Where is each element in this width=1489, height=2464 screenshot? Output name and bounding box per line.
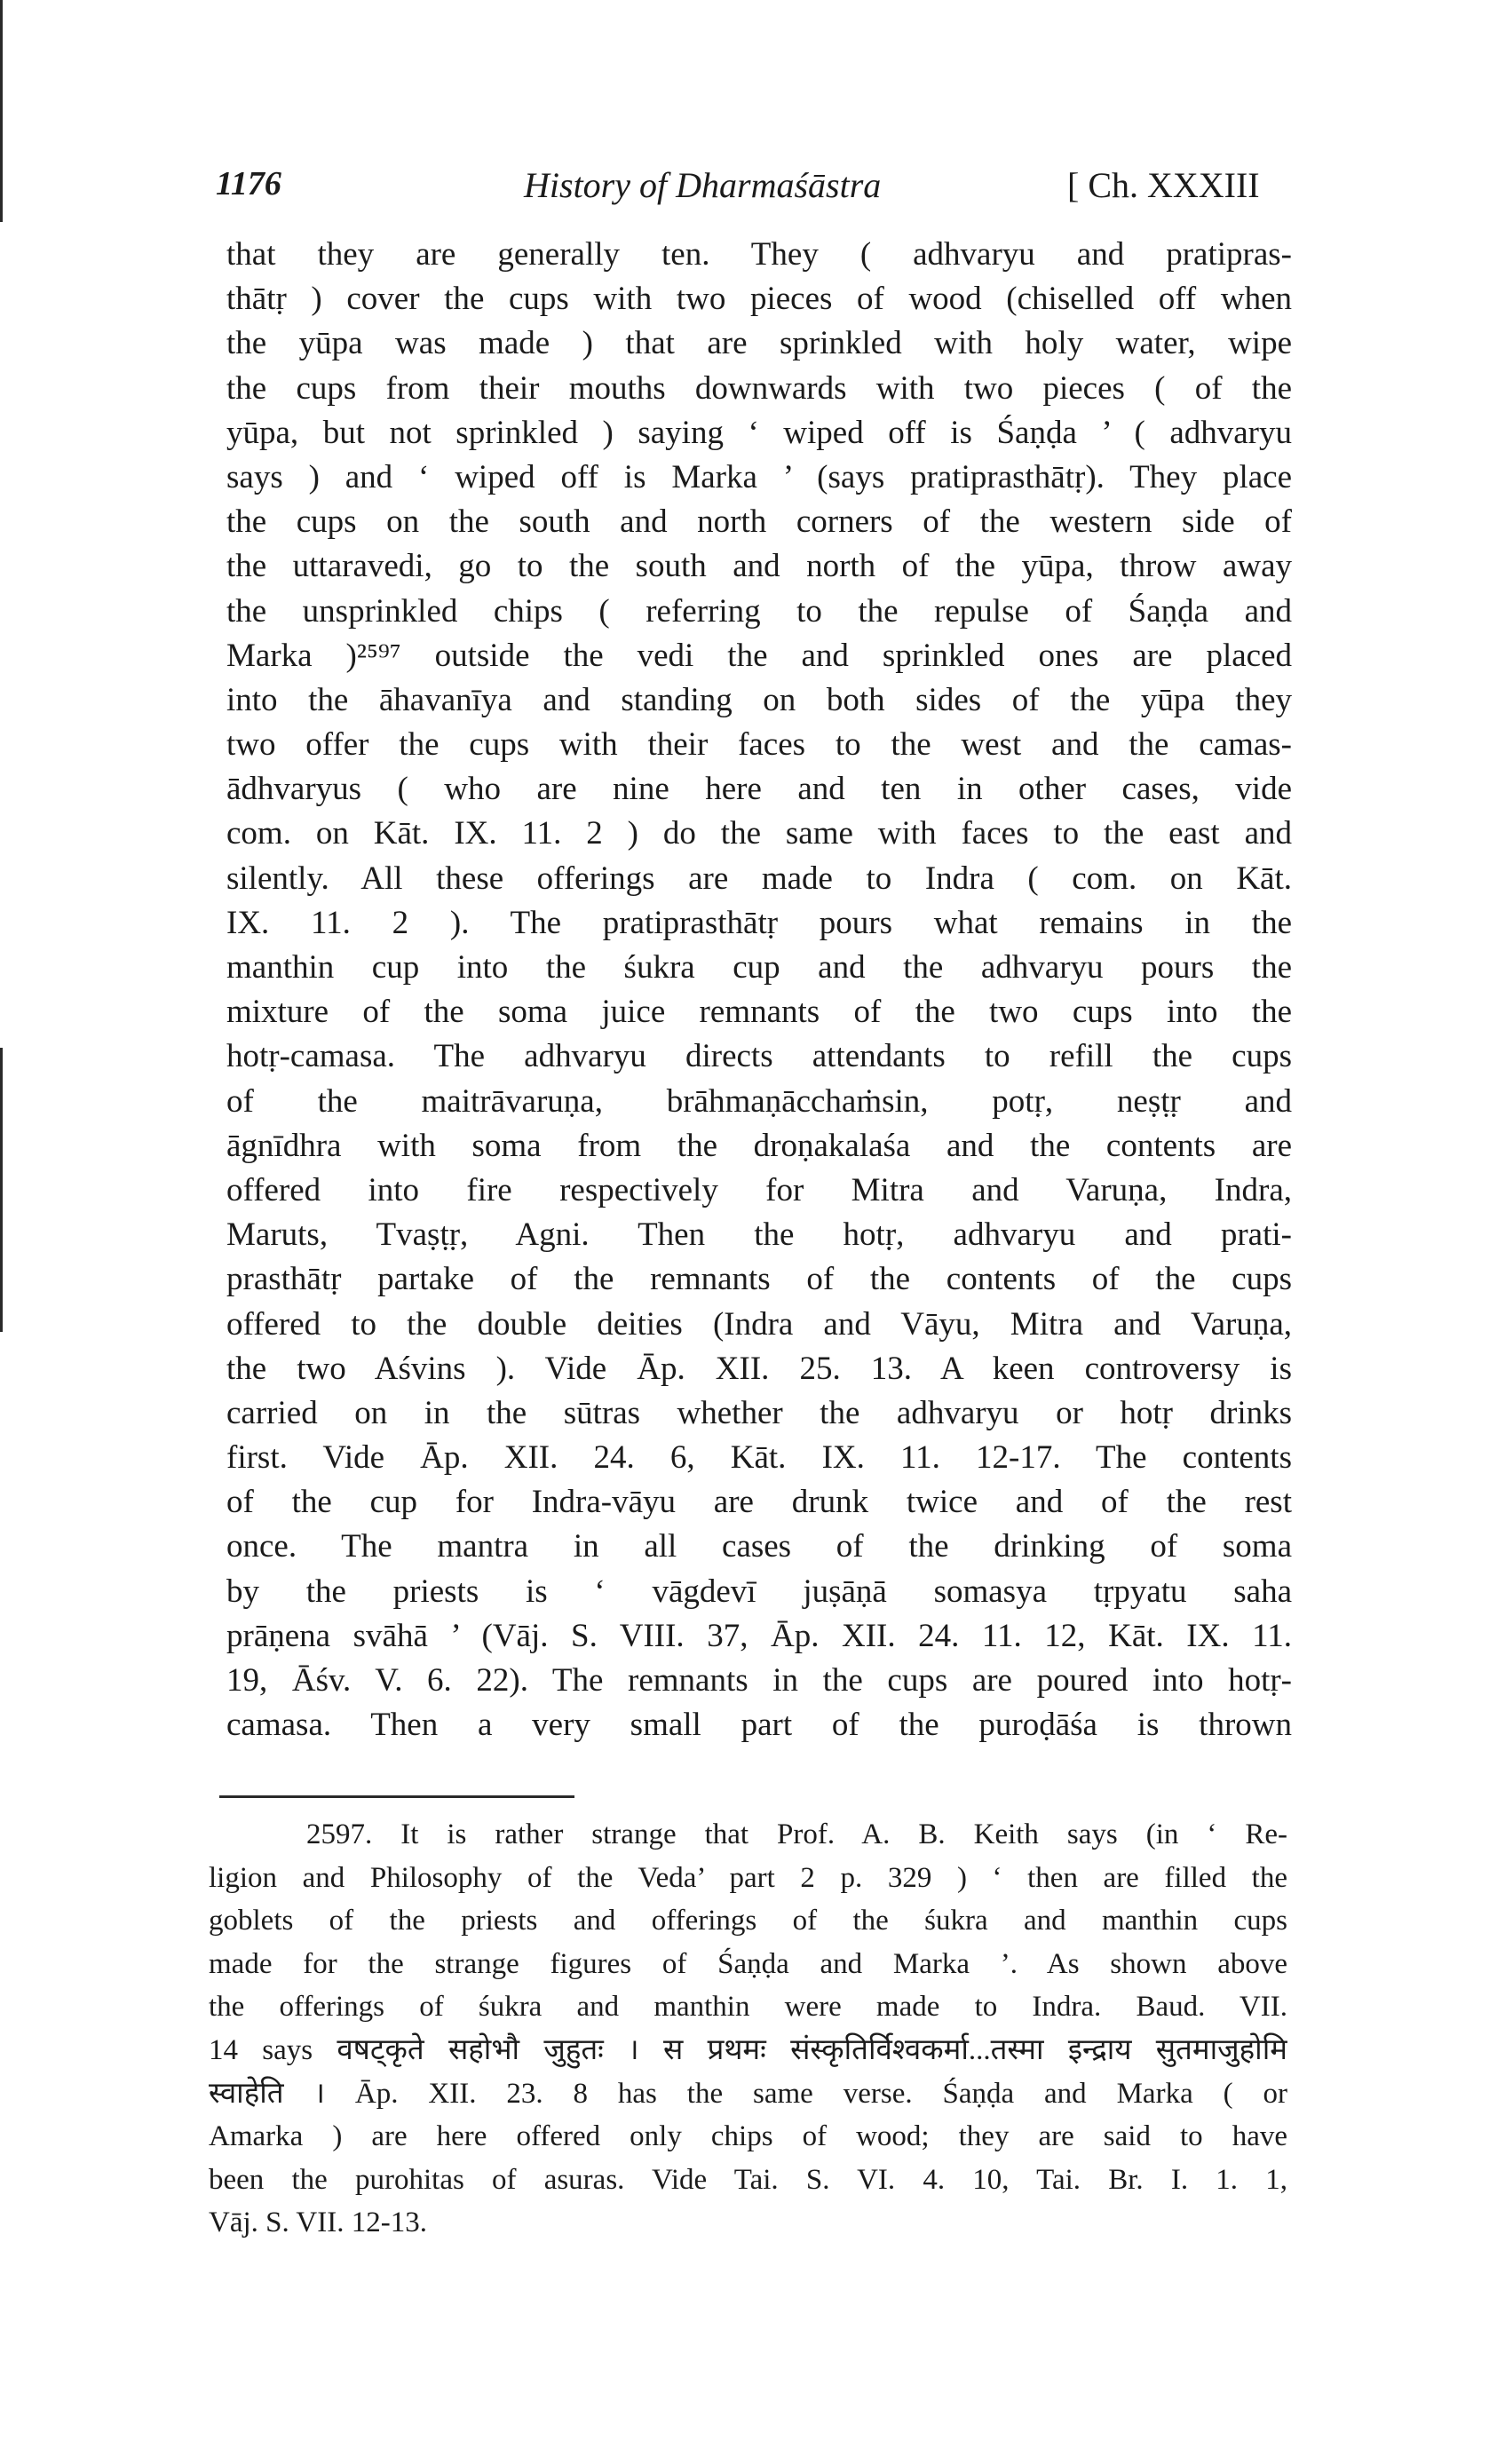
body-line: silently. All these offerings are made to Indra ( com. on Kāt. — [226, 860, 1292, 897]
page-number: 1176 — [216, 165, 281, 202]
body-line: camasa. Then a very small part of the puroḍāśa is thrown — [226, 1707, 1292, 1744]
body-line: the uttaravedi, go to the south and north of the yūpa, throw away — [226, 548, 1292, 585]
body-line: offered into fire respectively for Mitra and Varuṇa, Indra, — [226, 1171, 1292, 1208]
body-line: that they are generally ten. They ( adhvaryu and pratipras- — [226, 236, 1292, 273]
body-line: Marka )²⁵⁹⁷ outside the vedi the and sprinkled ones are placed — [226, 637, 1292, 674]
body-line: com. on Kāt. IX. 11. 2 ) do the same with faces to the east and — [226, 815, 1292, 852]
body-line: of the cup for Indra-vāyu are drunk twice and of the rest — [226, 1484, 1292, 1521]
body-line: hotṛ-camasa. The adhvaryu directs attendants to refill the cups — [226, 1038, 1292, 1075]
body-line: Maruts, Tvaṣṭṛ, Agni. Then the hotṛ, adhvaryu and prati- — [226, 1216, 1292, 1254]
binding-edge-mark-bottom — [0, 1048, 3, 1332]
body-line: of the maitrāvaruṇa, brāhmaṇācchaṁsin, potṛ, neṣṭṛ and — [226, 1082, 1292, 1120]
footnote-line: been the purohitas of asuras. Vide Tai. S. VI. 4. 10, Tai. Br. I. 1. 1, — [209, 2163, 1287, 2196]
body-line: first. Vide Āp. XII. 24. 6, Kāt. IX. 11. 12-17. The contents — [226, 1439, 1292, 1477]
footnote-rule — [219, 1795, 574, 1798]
footnote-line: the offerings of śukra and manthin were made to Indra. Baud. VII. — [209, 1991, 1287, 2024]
footnote-line: made for the strange figures of Śaṇḍa and Marka ’. As shown above — [209, 1947, 1287, 1980]
footnote-line: 2597. It is rather strange that Prof. A. B. Keith says (in ‘ Re- — [306, 1818, 1287, 1850]
body-line: two offer the cups with their faces to the west and the camas- — [226, 726, 1292, 764]
body-line: the two Aśvins ). Vide Āp. XII. 25. 13. A keen controversy is — [226, 1350, 1292, 1387]
body-line: prasthātṛ partake of the remnants of the contents of the cups — [226, 1261, 1292, 1298]
body-line: into the āhavanīya and standing on both sides of the yūpa they — [226, 681, 1292, 718]
footnote-line: Vāj. S. VII. 12-13. — [209, 2207, 427, 2239]
footnote-line-devanagari: 14 says वषट्कृते सहोभौ जुहुतः । स प्रथमः संस्कृतिर्विश्वकर्मा...तस्मा इन्द्राय सुतमाजुहोमि — [209, 2033, 1287, 2066]
footnote-2597 — [209, 1813, 1287, 2245]
body-line: the unsprinkled chips ( referring to the repulse of Śaṇḍa and — [226, 592, 1292, 630]
body-line: the cups from their mouths downwards with two pieces ( of the — [226, 369, 1292, 407]
body-line: 19, Āśv. V. 6. 22). The remnants in the cups are poured into hotṛ- — [226, 1662, 1292, 1699]
footnote-line: goblets of the priests and offerings of the śukra and manthin cups — [209, 1905, 1287, 1937]
running-head — [0, 164, 1489, 209]
body-line: thātṛ ) cover the cups with two pieces of wood (chiselled off when — [226, 281, 1292, 318]
body-line: the cups on the south and north corners of the western side of — [226, 503, 1292, 541]
book-title: History of Dharmaśāstra — [524, 165, 882, 205]
body-line: offered to the double deities (Indra and Vāyu, Mitra and Varuṇa, — [226, 1305, 1292, 1343]
body-line: āgnīdhra with soma from the droṇakalaśa and the contents are — [226, 1127, 1292, 1164]
body-line: IX. 11. 2 ). The pratiprasthātṛ pours what remains in the — [226, 904, 1292, 941]
body-line: says ) and ‘ wiped off is Marka ’ (says pratiprasthātṛ). They place — [226, 458, 1292, 495]
chapter-label: [ Ch. XXXIII — [1067, 165, 1260, 205]
body-line: manthin cup into the śukra cup and the adhvaryu pours the — [226, 949, 1292, 986]
footnote-line: Amarka ) are here offered only chips of wood; they are said to have — [209, 2120, 1287, 2153]
footnote-line: ligion and Philosophy of the Veda’ part 2 p. 329 ) ‘ then are filled the — [209, 1861, 1287, 1894]
body-line: mixture of the soma juice remnants of the two cups into the — [226, 994, 1292, 1031]
footnote-line: स्वाहेति । Āp. XII. 23. 8 has the same verse. Śaṇḍa and Marka ( or — [209, 2077, 1287, 2110]
body-line: yūpa, but not sprinkled ) saying ‘ wiped off is Śaṇḍa ’ ( adhvaryu — [226, 414, 1292, 451]
body-line: ādhvaryus ( who are nine here and ten in other cases, vide — [226, 771, 1292, 808]
body-line: carried on in the sūtras whether the adhvaryu or hotṛ drinks — [226, 1394, 1292, 1431]
body-line: once. The mantra in all cases of the drinking of soma — [226, 1528, 1292, 1565]
body-line: the yūpa was made ) that are sprinkled with holy water, wipe — [226, 325, 1292, 362]
body-line: prāṇena svāhā ’ (Vāj. S. VIII. 37, Āp. XII. 24. 11. 12, Kāt. IX. 11. — [226, 1617, 1292, 1654]
main-text — [226, 233, 1292, 1747]
body-line: by the priests is ‘ vāgdevī juṣāṇā somasya tṛpyatu saha — [226, 1573, 1292, 1610]
